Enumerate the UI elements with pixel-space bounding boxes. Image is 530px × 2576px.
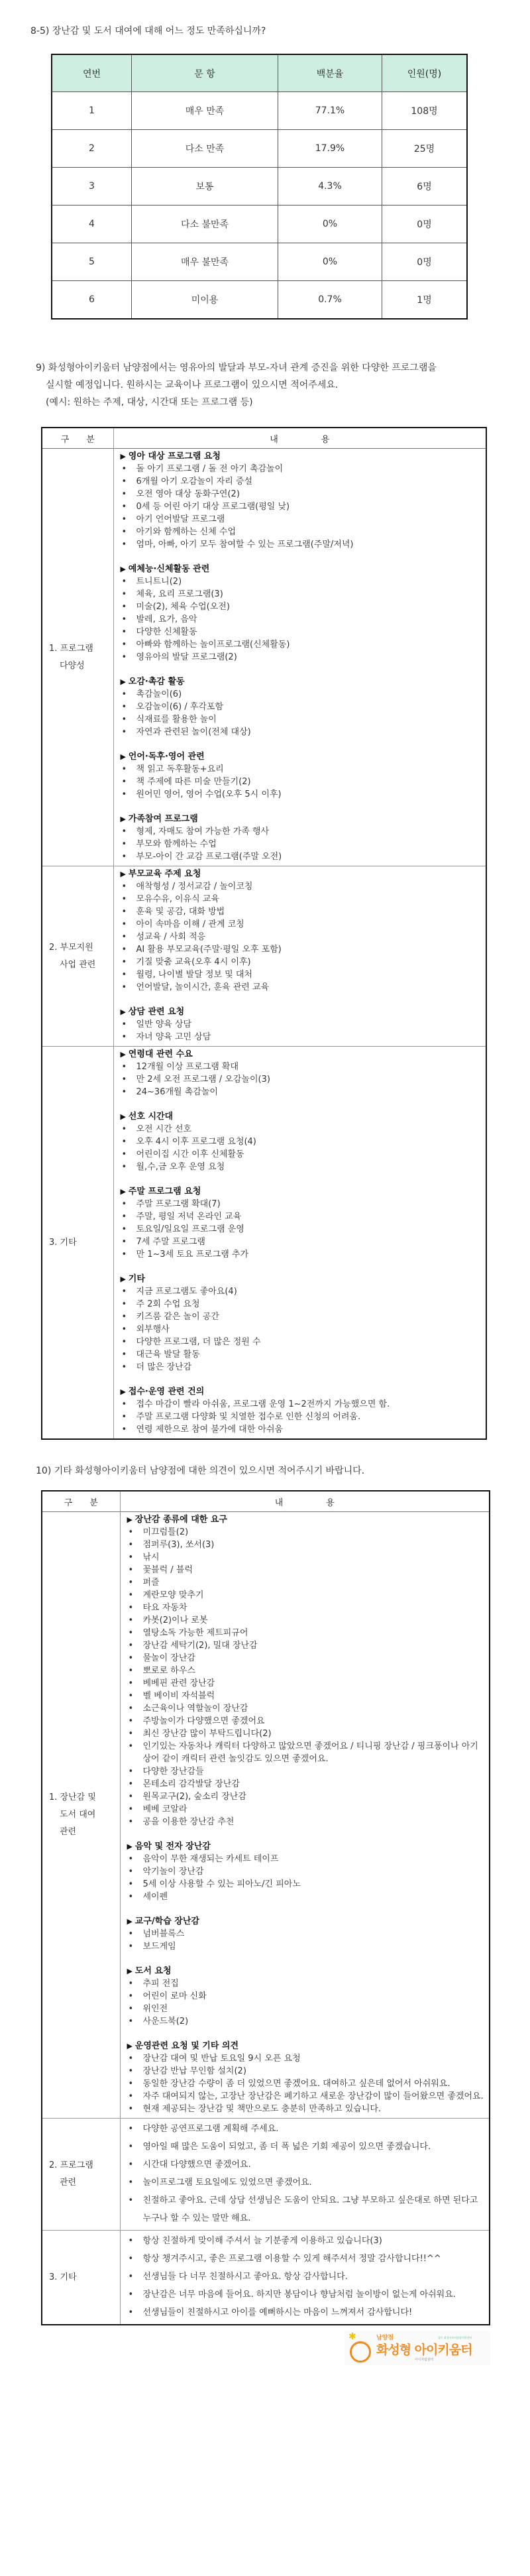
list-item: • 연령 제한으로 참여 불가에 대한 아쉬움 <box>121 1423 481 1436</box>
list-item: • 다양한 신체활동 <box>121 626 481 638</box>
row-count: 108명 <box>382 92 468 130</box>
question-9-line: 실시할 예정입니다. 원하시는 교육이나 프로그램이 있으시면 적어주세요. <box>46 380 339 390</box>
content-group <box>127 1840 484 1903</box>
list-item: • 촉감놀이(6) <box>121 688 481 701</box>
list-item: • 토요일/일요일 프로그램 운영 <box>121 1223 481 1236</box>
list-item: • 음악이 무한 재생되는 카세트 테이프 <box>127 1853 484 1865</box>
content-group <box>121 1273 481 1374</box>
child-face-icon <box>350 2341 371 2363</box>
list-item: • 아기와 함께하는 신체 수업 <box>121 526 481 538</box>
category-label-line: 2. 프로그램 <box>49 2160 93 2170</box>
list-item: • 형제, 자매도 참여 가능한 가족 행사 <box>121 825 481 838</box>
list-item: • 원목교구(2), 숲소리 장난감 <box>127 1790 484 1803</box>
row-no: 2 <box>52 130 132 168</box>
list-item: • 점퍼루(3), 쏘서(3) <box>127 1539 484 1551</box>
list-item: • 애착형성 / 정서교감 / 놀이코칭 <box>121 880 481 893</box>
category-label <box>42 449 113 866</box>
category-content <box>120 1512 490 2119</box>
content-group <box>127 1965 484 2028</box>
row-count: 0명 <box>382 205 468 243</box>
logo-org: 경기 화성시육아종합지원센터 <box>437 2335 472 2339</box>
row-no: 5 <box>52 243 132 281</box>
category-label <box>42 866 113 1047</box>
category-row <box>42 1512 490 2119</box>
list-item: • 오전 시간 선호 <box>121 1123 481 1136</box>
list-item: • 타요 자동차 <box>127 1602 484 1614</box>
list-item: • 어린이집 시간 이후 신체활동 <box>121 1148 481 1161</box>
list-item: • 발레, 요가, 음악 <box>121 613 481 626</box>
row-item: 매우 만족 <box>132 92 278 130</box>
category-content <box>120 2119 490 2231</box>
list-item: • 열탕소독 가능한 제트피규어 <box>127 1627 484 1639</box>
list-item: • 식재료를 활용한 놀이 <box>121 713 481 726</box>
table-header-row <box>42 428 486 449</box>
logo-top-row <box>376 2334 472 2342</box>
group-heading: ▶ 장난감 종류에 대한 요구 <box>127 1513 484 1526</box>
category-label-line: 2. 부모지원 <box>49 942 93 953</box>
list-item: • 베베 코알라 <box>127 1803 484 1816</box>
row-percent: 0% <box>278 243 382 281</box>
logo-branch: 남양점 <box>376 2334 394 2341</box>
list-item: • 돌 아기 프로그램 / 돌 전 아기 촉감놀이 <box>121 463 481 475</box>
list-item: • 놀이프로그램 토요일에도 있었으면 좋겠어요. <box>127 2174 484 2192</box>
list-item: • 항상 친절하게 맞이해 주셔서 늘 기분좋게 이용하고 있습니다(3) <box>127 2232 484 2250</box>
list-item: • 월령, 나이별 발달 정보 및 대처 <box>121 968 481 981</box>
question-9-line: 9) 화성형아이키움터 남양점에서는 영유아의 발달과 부모-자녀 관계 증진을 위한 다양한 프로그램을 <box>36 363 437 373</box>
row-no: 6 <box>52 281 132 320</box>
list-item: • 오감놀이(6) / 후각포함 <box>121 701 481 713</box>
list-item: • 아빠와 함께하는 놀이프로그램(신체활동) <box>121 638 481 651</box>
list-item: • 인기있는 자동차나 캐릭터 다양하고 많았으면 좋겠어요 / 티니핑 장난감 / 핑크퐁이나 아기상어 같이 캐릭터 관련 놀잇감도 있으면 좋겠어요. <box>127 1740 484 1765</box>
list-item: • 외부행사 <box>121 1323 481 1336</box>
col-content: 내 용 <box>120 1491 490 1512</box>
list-item: • 선생님들 다 너무 친절하시고 좋아요. 항상 감사합니다. <box>127 2268 484 2286</box>
list-item: • 몬테소리 감각발달 장난감 <box>127 1778 484 1790</box>
content-group <box>121 1385 481 1436</box>
group-heading: ▶ 접수·운영 관련 건의 <box>121 1385 481 1398</box>
content-group <box>121 450 481 551</box>
row-percent: 0% <box>278 205 382 243</box>
group-heading: ▶ 운영관련 요청 및 기타 의견 <box>127 2040 484 2052</box>
category-row <box>42 2231 490 2325</box>
group-heading: ▶ 연령대 관련 수요 <box>121 1048 481 1061</box>
question-9-example: (예시: 원하는 주제, 대상, 시간대 또는 프로그램 등) <box>46 397 253 408</box>
list-item: • 자연과 관련된 놀이(전체 대상) <box>121 726 481 738</box>
list-item: • 소근육이나 역할놀이 장난감 <box>127 1702 484 1715</box>
program-request-table <box>41 427 487 1440</box>
row-count: 0명 <box>382 243 468 281</box>
content-group <box>127 2232 484 2321</box>
row-no: 3 <box>52 168 132 205</box>
content-group <box>127 2120 484 2227</box>
list-item: • 퍼즐 <box>127 1576 484 1589</box>
list-item: • 모유수유, 이유식 교육 <box>121 893 481 906</box>
row-count: 25명 <box>382 130 468 168</box>
row-percent: 17.9% <box>278 130 382 168</box>
category-label-line: 관련 <box>60 1827 77 1837</box>
list-item: • 사운드북(2) <box>127 2015 484 2028</box>
list-item: • 주 2회 수업 요청 <box>121 1298 481 1311</box>
list-item: • 대근육 발달 활동 <box>121 1348 481 1361</box>
category-row <box>42 866 486 1047</box>
col-category: 구 분 <box>42 1491 120 1512</box>
col-category: 구 분 <box>42 428 113 449</box>
content-group <box>121 813 481 863</box>
question-10-title: 10) 기타 화성형아이키움터 남양점에 대한 의견이 있으시면 적어주시기 바랍니다. <box>36 1466 365 1476</box>
content-group <box>121 675 481 738</box>
list-item: • 미끄럼틀(2) <box>127 1526 484 1539</box>
category-label <box>42 1047 113 1440</box>
list-item: • 키즈룸 같은 놀이 공간 <box>121 1311 481 1323</box>
list-item: • 성교육 / 사회 적응 <box>121 931 481 943</box>
group-heading: ▶ 오감·촉감 활동 <box>121 675 481 688</box>
group-heading: ▶ 도서 요청 <box>127 1965 484 1977</box>
question-8-5-title: 8-5) 장난감 및 도서 대여에 대해 어느 정도 만족하십니까? <box>30 26 266 36</box>
content-group <box>127 2040 484 2115</box>
list-item: • 월,수,금 오후 운영 요청 <box>121 1161 481 1173</box>
category-label-line: 3. 기타 <box>49 2272 77 2282</box>
list-item: • 위인전 <box>127 2003 484 2015</box>
row-no: 1 <box>52 92 132 130</box>
table-row <box>52 243 467 281</box>
list-item: • 넘버블록스 <box>127 1928 484 1940</box>
row-percent: 4.3% <box>278 168 382 205</box>
list-item: • 동일한 장난감 수량이 좀 더 있었으면 좋겠어요. 대여하고 싶은데 없어서 아쉬워요. <box>127 2078 484 2090</box>
category-content <box>120 2231 490 2325</box>
category-label-line: 3. 기타 <box>49 1237 77 1248</box>
list-item: • 주방놀이가 다양했으면 좋겠어요 <box>127 1715 484 1727</box>
content-group <box>121 1048 481 1098</box>
table-row <box>52 130 467 168</box>
list-item: • 항상 챙겨주시고, 좋은 프로그램 이용할 수 있게 해주셔서 정말 감사합니다!!^^ <box>127 2250 484 2268</box>
row-percent: 77.1% <box>278 92 382 130</box>
group-heading: ▶ 선호 시간대 <box>121 1110 481 1123</box>
row-item: 보통 <box>132 168 278 205</box>
category-label-line: 사업 관련 <box>60 959 96 970</box>
row-count: 1명 <box>382 281 468 320</box>
category-label-line: 1. 장난감 및 <box>49 1792 96 1802</box>
group-heading: ▶ 영아 대상 프로그램 요청 <box>121 450 481 463</box>
list-item: • 오전 영아 대상 동화구연(2) <box>121 488 481 500</box>
list-item: • 엄마, 아빠, 아기 모두 참여할 수 있는 프로그램(주말/저녁) <box>121 538 481 551</box>
list-item: • 친절하고 좋아요. 근데 상담 선생님은 도움이 안되요. 그냥 부모하고 싶은대로 하면 된다고 누구나 할 수 있는 말만 해요. <box>127 2192 484 2227</box>
list-item: • 최신 장난감 많이 부탁드립니다(2) <box>127 1727 484 1740</box>
row-item: 미이용 <box>132 281 278 320</box>
list-item: • 만 2세 오전 프로그램 / 오감놀이(3) <box>121 1073 481 1086</box>
question-9-title <box>36 359 513 411</box>
category-row <box>42 2119 490 2231</box>
row-item: 다소 불만족 <box>132 205 278 243</box>
col-no: 연번 <box>52 54 132 92</box>
group-heading: ▶ 부모교육 주제 요청 <box>121 868 481 880</box>
list-item: • 만 1~3세 토요 프로그램 추가 <box>121 1248 481 1261</box>
list-item: • 지금 프로그램도 좋아요(4) <box>121 1285 481 1298</box>
list-item: • 자녀 양육 고민 상담 <box>121 1031 481 1043</box>
list-item: • 어린이 로마 신화 <box>127 1990 484 2003</box>
category-row <box>42 1047 486 1440</box>
list-item: • 현재 제공되는 장난감 및 책만으로도 충분히 만족하고 있습니다. <box>127 2103 484 2115</box>
list-item: • 장난감 반납 무인함 설치(2) <box>127 2065 484 2078</box>
table-row <box>52 205 467 243</box>
list-item: • 12개월 이상 프로그램 확대 <box>121 1061 481 1073</box>
table-row <box>52 92 467 130</box>
group-heading: ▶ 언어·독후·영어 관련 <box>121 750 481 763</box>
table-header-row <box>52 54 467 92</box>
list-item: • 카봇(2)이나 로봇 <box>127 1614 484 1627</box>
content-group <box>121 563 481 664</box>
list-item: • 다양한 장난감들 <box>127 1765 484 1778</box>
list-item: • 책 주제에 따른 미술 만들기(2) <box>121 776 481 788</box>
logo-mark <box>348 2333 372 2363</box>
list-item: • 꽃블럭 / 블럭 <box>127 1564 484 1576</box>
row-item: 다소 만족 <box>132 130 278 168</box>
content-group <box>121 750 481 801</box>
list-item: • 체육, 요리 프로그램(3) <box>121 588 481 601</box>
content-group <box>127 1915 484 1953</box>
list-item: • 주말 프로그램 다양화 및 치열한 접수로 인한 신청의 어려움. <box>121 1411 481 1423</box>
list-item: • 보드게임 <box>127 1940 484 1953</box>
table-header-row <box>42 1491 490 1512</box>
category-label <box>42 2119 120 2231</box>
category-label-line: 다양성 <box>60 660 85 671</box>
col-count: 인원(명) <box>382 54 468 92</box>
list-item: • 다양한 공연프로그램 계획해 주세요. <box>127 2120 484 2138</box>
list-item: • 선생님들이 친절하시고 아이를 예뻐하시는 마음이 느껴져서 감사합니다! <box>127 2304 484 2321</box>
table-row <box>52 168 467 205</box>
list-item: • 뽀로로 하우스 <box>127 1665 484 1677</box>
col-percent: 백분율 <box>278 54 382 92</box>
category-content <box>113 866 486 1047</box>
list-item: • 장난감 대여 및 반납 토요일 9시 오픈 요청 <box>127 2052 484 2065</box>
list-item: • 주말, 평일 저녁 온라인 교육 <box>121 1210 481 1223</box>
list-item: • 일반 양육 상담 <box>121 1018 481 1031</box>
list-item: • 기질 맞춤 교육(오후 4시 이후) <box>121 956 481 968</box>
list-item: • 낚시 <box>127 1551 484 1564</box>
list-item: • 0세 등 어린 아기 대상 프로그램(평일 낮) <box>121 500 481 513</box>
list-item: • 물놀이 장난감 <box>127 1652 484 1665</box>
list-item: • 아이 속마음 이해 / 관계 코칭 <box>121 918 481 931</box>
group-heading: ▶ 음악 및 전자 장난감 <box>127 1840 484 1853</box>
content-group <box>121 868 481 994</box>
row-item: 매우 불만족 <box>132 243 278 281</box>
list-item: • 영유아의 발달 프로그램(2) <box>121 651 481 664</box>
list-item: • 시간대 다양했으면 좋겠어요. <box>127 2156 484 2174</box>
list-item: • AI 활용 부모교육(주말·평일 오후 포함) <box>121 943 481 956</box>
list-item: • 책 읽고 독후활동+요리 <box>121 763 481 776</box>
list-item: • 6개월 아기 오감놀이 자리 증설 <box>121 475 481 488</box>
content-group <box>121 1006 481 1043</box>
center-logo <box>344 2331 490 2365</box>
list-item: • 더 많은 장난감 <box>121 1361 481 1374</box>
col-item: 문 항 <box>132 54 278 92</box>
list-item: • 접수 마감이 빨라 아쉬움, 프로그램 운영 1~2전까지 가능했으면 함. <box>121 1398 481 1411</box>
list-item: • 계란모양 맞추기 <box>127 1589 484 1602</box>
category-label <box>42 1512 120 2119</box>
category-label-line: 1. 프로그램 <box>49 643 93 654</box>
satisfaction-table <box>51 54 468 320</box>
row-percent: 0.7% <box>278 281 382 320</box>
list-item: • 베베핀 관련 장난감 <box>127 1677 484 1690</box>
category-label <box>42 2231 120 2325</box>
content-group <box>121 1110 481 1173</box>
list-item: • 오후 4시 이후 프로그램 요청(4) <box>121 1136 481 1148</box>
group-heading: ▶ 기타 <box>121 1273 481 1285</box>
group-heading: ▶ 주말 프로그램 요청 <box>121 1185 481 1198</box>
logo-text <box>376 2334 472 2363</box>
list-item: • 악기놀이 장난감 <box>127 1865 484 1878</box>
list-item: • 세이펜 <box>127 1891 484 1903</box>
category-row <box>42 449 486 866</box>
category-content <box>113 1047 486 1440</box>
group-heading: ▶ 가족참여 프로그램 <box>121 813 481 825</box>
group-heading: ▶ 예체능·신체활동 관련 <box>121 563 481 575</box>
list-item: • 미술(2), 체육 수업(오전) <box>121 601 481 613</box>
list-item: • 벨 베이비 자석블럭 <box>127 1690 484 1702</box>
list-item: • 원어민 영어, 영어 수업(오후 5시 이후) <box>121 788 481 801</box>
group-heading: ▶ 교구/학습 장난감 <box>127 1915 484 1928</box>
category-label-line: 관련 <box>60 2178 77 2188</box>
list-item: • 아기 언어발달 프로그램 <box>121 513 481 526</box>
logo-name: 화성형 아이키움터 <box>376 2342 472 2357</box>
list-item: • 장난감 세탁기(2), 밀대 장난감 <box>127 1639 484 1652</box>
other-opinions-table <box>41 1490 490 2325</box>
list-item: • 장난감은 너무 마음에 들어요. 하지만 봉담이나 향남처럼 놀이방이 없는게 아쉬워요. <box>127 2286 484 2304</box>
row-no: 4 <box>52 205 132 243</box>
content-group <box>127 1513 484 1828</box>
row-count: 6명 <box>382 168 468 205</box>
logo-sub: 아이자람꿈터 <box>414 2357 434 2362</box>
star-icon: ✱ <box>348 2331 356 2342</box>
list-item: • 5세 이상 사용할 수 있는 피아노/긴 피아노 <box>127 1878 484 1891</box>
list-item: • 24~36개월 촉감놀이 <box>121 1086 481 1098</box>
list-item: • 다양한 프로그램, 더 많은 정원 수 <box>121 1336 481 1348</box>
list-item: • 추피 전집 <box>127 1977 484 1990</box>
list-item: • 공을 이용한 장난감 추천 <box>127 1816 484 1828</box>
list-item: • 언어발달, 놀이시간, 훈육 관련 교육 <box>121 981 481 994</box>
col-content: 내 용 <box>113 428 486 449</box>
table-row <box>52 281 467 320</box>
content-group <box>121 1185 481 1261</box>
list-item: • 자주 대여되지 않는, 고장난 장난감은 폐기하고 새로운 장난감이 많이 들어왔으면 좋겠어요. <box>127 2090 484 2103</box>
category-label-line: 도서 대여 <box>60 1810 96 1820</box>
category-content <box>113 449 486 866</box>
list-item: • 주말 프로그램 확대(7) <box>121 1198 481 1210</box>
list-item: • 트니트니(2) <box>121 575 481 588</box>
list-item: • 부모-아이 간 교감 프로그램(주말 오전) <box>121 850 481 863</box>
list-item: • 부모와 함께하는 수업 <box>121 838 481 850</box>
list-item: • 7세 주말 프로그램 <box>121 1236 481 1248</box>
list-item: • 훈육 및 공감, 대화 방법 <box>121 906 481 918</box>
group-heading: ▶ 상담 관련 요청 <box>121 1006 481 1018</box>
list-item: • 영아일 때 많은 도움이 되었고, 좀 더 폭 넓은 기회 제공이 있으면 좋겠습니다. <box>127 2138 484 2156</box>
